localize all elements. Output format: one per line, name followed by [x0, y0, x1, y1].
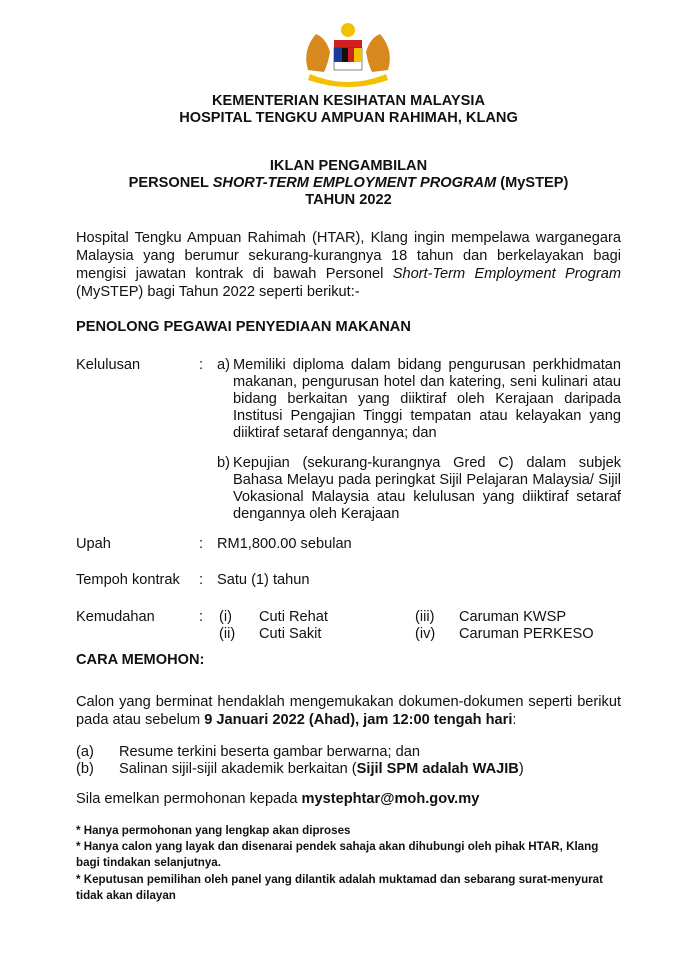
item-marker: (ii) [219, 626, 236, 642]
benefit-item: Cuti Sakit [259, 626, 322, 642]
note: * Keputusan pemilihan oleh panel yang dilantik adalah muktamad dan sebarang surat-menyurat tidak akan dilayan [76, 873, 603, 903]
kelulusan-item: Kepujian (sekurang-kurangnya Gred C) dalam subjek Bahasa Melayu pada peringkat Sijil Pelajaran Malaysia/ Sijil Vokasional Malaysia atau kelulusan yang diiktiraf setaraf dengannya oleh Kerajaan [233, 455, 621, 522]
kelulusan-label: Kelulusan [76, 357, 141, 373]
email-link[interactable]: mystephtar@moh.gov.my [301, 791, 480, 807]
note: * Hanya permohonan yang lengkap akan diproses [76, 824, 351, 837]
benefit-item: Caruman KWSP [459, 609, 567, 625]
note: * Hanya calon yang layak dan disenarai pendek sahaja akan dihubungi oleh pihak HTAR, Klang bagi tindakan selanjutnya. [76, 840, 599, 870]
upah-value: RM1,800.00 sebulan [217, 536, 352, 552]
item-marker: (a) [76, 744, 94, 760]
ad-title: IKLAN PENGAMBILAN [269, 158, 428, 174]
program-title: PERSONEL SHORT-TERM EMPLOYMENT PROGRAM (MySTEP) [128, 175, 569, 191]
item-marker: a) [217, 357, 230, 373]
hospital-name: HOSPITAL TENGKU AMPUAN RAHIMAH, KLANG [179, 110, 518, 126]
email-line: Sila emelkan permohonan kepada mystephtar@moh.gov.my [76, 791, 480, 807]
item-marker: (i) [219, 609, 232, 625]
item-marker: (b) [76, 761, 94, 777]
colon: : [199, 357, 204, 373]
benefit-item: Caruman PERKESO [459, 626, 594, 642]
coat-of-arms-icon [298, 20, 398, 88]
item-marker: b) [217, 455, 230, 471]
colon: : [199, 536, 204, 552]
tempoh-value: Satu (1) tahun [217, 572, 310, 588]
intro-paragraph: Hospital Tengku Ampuan Rahimah (HTAR), Klang ingin mempelawa warganegara Malaysia yang berumur sekurang-kurangnya 18 tahun dan berkelayakan bagi mengisi jawatan kontrak di bawah Personel Short-Term Employment Program (MySTEP) bagi Tahun 2022 seperti berikut:- [76, 230, 621, 300]
benefit-item: Cuti Rehat [259, 609, 328, 625]
position-title: PENOLONG PEGAWAI PENYEDIAAN MAKANAN [76, 319, 411, 335]
ministry-name: KEMENTERIAN KESIHATAN MALAYSIA [212, 93, 485, 109]
item-marker: (iv) [415, 626, 436, 642]
document-item: Salinan sijil-sijil akademik berkaitan (Sijil SPM adalah WAJIB) [119, 761, 524, 777]
cara-intro: Calon yang berminat hendaklah mengemukakan dokumen-dokumen seperti berikut pada atau sebelum 9 Januari 2022 (Ahad), jam 12:00 tengah hari: [76, 694, 621, 728]
colon: : [199, 572, 204, 588]
upah-label: Upah [76, 536, 111, 552]
tempoh-label: Tempoh kontrak [76, 572, 180, 588]
year-title: TAHUN 2022 [305, 192, 392, 208]
kelulusan-item: Memiliki diploma dalam bidang pengurusan perkhidmatan makanan, pengurusan hotel dan katering, seni kulinari atau bidang berkaitan yang diiktiraf oleh Kerajaan daripada Institusi Pengajian Tinggi tempatan atau kelayakan yang diiktiraf setaraf dengannya; dan [233, 357, 621, 441]
colon: : [199, 609, 204, 625]
kemudahan-label: Kemudahan [76, 609, 155, 625]
item-marker: (iii) [415, 609, 435, 625]
cara-heading: CARA MEMOHON: [76, 652, 205, 668]
document-item: Resume terkini beserta gambar berwarna; dan [119, 744, 420, 760]
